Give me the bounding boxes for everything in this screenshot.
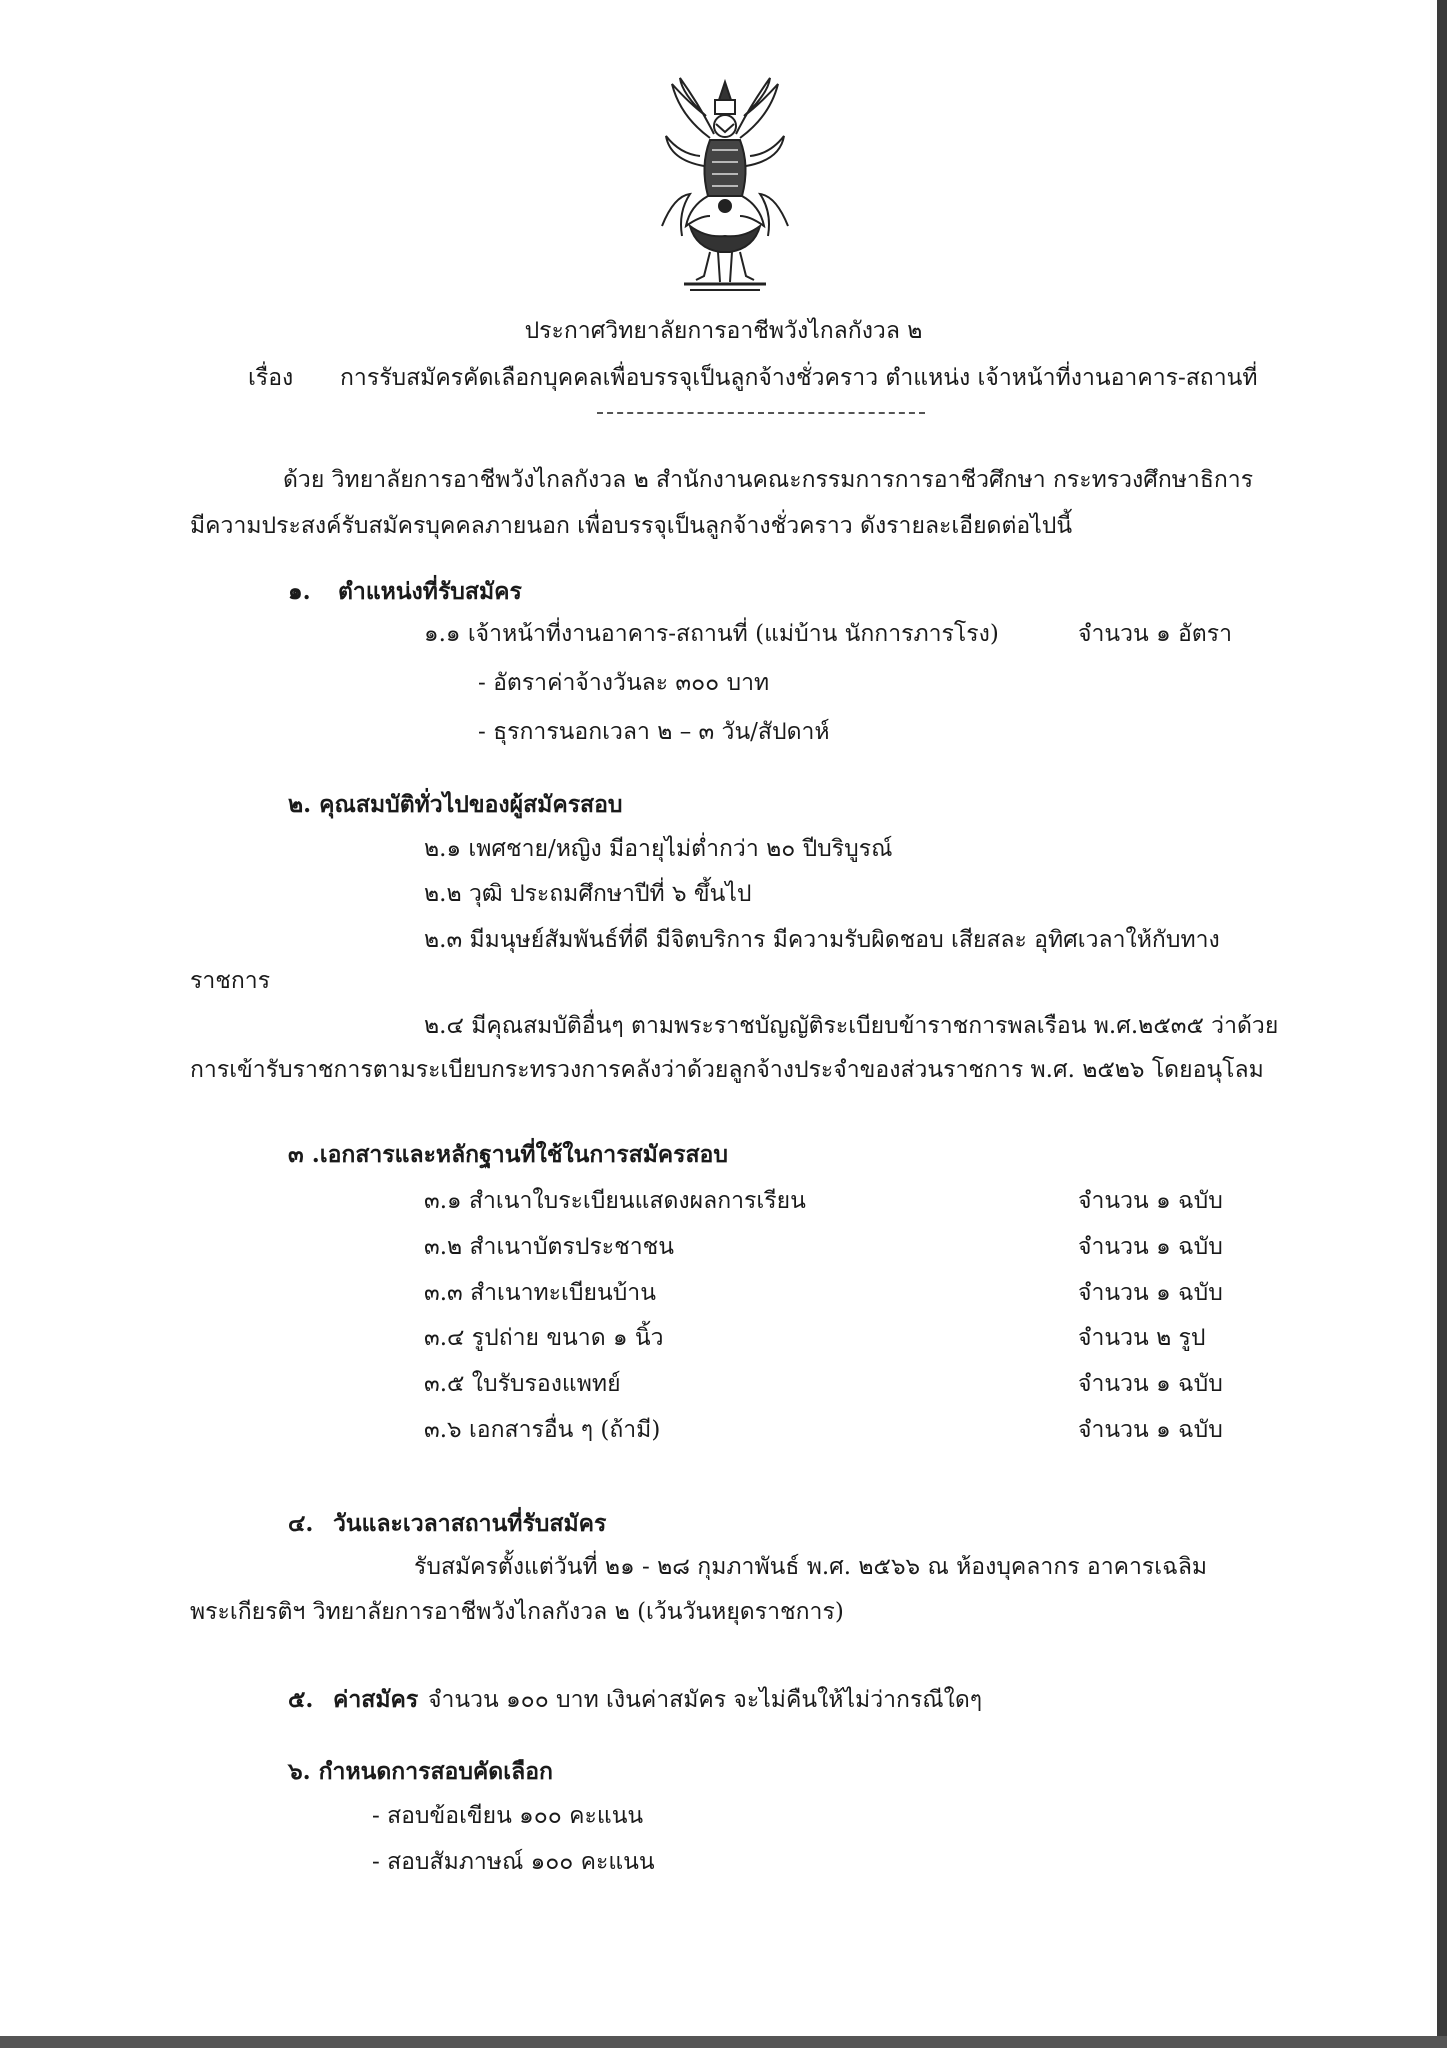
scan-edge-bottom — [0, 2036, 1447, 2048]
application-fee: จำนวน ๑๐๐ บาท เงินค่าสมัคร จะไม่คืนให้ไม่ว่ากรณีใดๆ — [428, 1687, 983, 1713]
document-item: ๓.๓ สำเนาทะเบียนบ้าน — [424, 1280, 656, 1306]
interview-exam: - สอบสัมภาษณ์ ๑๐๐ คะแนน — [372, 1849, 655, 1875]
section-4-heading: วันและเวลาสถานที่รับสมัคร — [333, 1510, 607, 1537]
position-count: จำนวน ๑ อัตรา — [1078, 621, 1232, 647]
qualification-3-cont: ราชการ — [190, 968, 271, 994]
qualification-4: ๒.๔ มีคุณสมบัติอื่นๆ ตามพระราชบัญญัติระเบียบข้าราชการพลเรือน พ.ศ.๒๕๓๕ ว่าด้วย — [424, 1013, 1279, 1039]
position-item: ๑.๑ เจ้าหน้าที่งานอาคาร-สถานที่ (แม่บ้าน นักการภารโรง) — [424, 621, 999, 647]
announcement-title: ประกาศวิทยาลัยการอาชีพวังไกลกังวล ๒ — [524, 318, 923, 344]
document-count: จำนวน ๑ ฉบับ — [1078, 1417, 1223, 1443]
intro-line-2: มีความประสงค์รับสมัครบุคคลภายนอก เพื่อบรรจุเป็นลูกจ้างชั่วคราว ดังรายละเอียดต่อไปนี้ — [190, 513, 1073, 539]
document-count: จำนวน ๒ รูป — [1078, 1325, 1206, 1351]
section-1-heading: ตำแหน่งที่รับสมัคร — [338, 578, 522, 605]
overtime-line: - ธุรการนอกเวลา ๒ – ๓ วัน/สัปดาห์ — [478, 719, 830, 745]
application-location: พระเกียรติฯ วิทยาลัยการอาชีพวังไกลกังวล ๒ (เว้นวันหยุดราชการ) — [190, 1599, 844, 1625]
document-count: จำนวน ๑ ฉบับ — [1078, 1280, 1223, 1306]
intro-line-1: ด้วย วิทยาลัยการอาชีพวังไกลกังวล ๒ สำนักงานคณะกรรมการการอาชีวศึกษา กระทรวงศึกษาธิการ — [283, 467, 1254, 493]
section-5-heading: ค่าสมัคร — [333, 1686, 419, 1713]
wage-line: - อัตราค่าจ้างวันละ ๓๐๐ บาท — [478, 670, 770, 696]
document-count: จำนวน ๑ ฉบับ — [1078, 1188, 1223, 1214]
subject-text: การรับสมัครคัดเลือกบุคคลเพื่อบรรจุเป็นลูกจ้างชั่วคราว ตำแหน่ง เจ้าหน้าที่งานอาคาร-สถานที่ — [340, 365, 1258, 391]
scan-edge-right — [1437, 0, 1447, 2048]
qualification-2: ๒.๒ วุฒิ ประถมศึกษาปีที่ ๖ ขึ้นไป — [424, 881, 752, 907]
document-item: ๓.๕ ใบรับรองแพทย์ — [424, 1371, 621, 1397]
document-item: ๓.๒ สำเนาบัตรประชาชน — [424, 1234, 675, 1260]
application-period: รับสมัครตั้งแต่วันที่ ๒๑ - ๒๘ กุมภาพันธ์ พ.ศ. ๒๕๖๖ ณ ห้องบุคลากร อาคารเฉลิม — [414, 1554, 1208, 1580]
section-1-number: ๑. — [288, 578, 311, 605]
title-separator — [597, 412, 925, 414]
document-item: ๓.๑ สำเนาใบระเบียนแสดงผลการเรียน — [424, 1188, 806, 1214]
qualification-3: ๒.๓ มีมนุษย์สัมพันธ์ที่ดี มีจิตบริการ มีความรับผิดชอบ เสียสละ อุทิศเวลาให้กับทาง — [424, 927, 1220, 953]
subject-label: เรื่อง — [248, 365, 294, 391]
section-3-heading: ๓ .เอกสารและหลักฐานที่ใช้ในการสมัครสอบ — [288, 1141, 728, 1168]
section-4-number: ๔. — [288, 1510, 314, 1537]
section-6-heading: ๖. กำหนดการสอบคัดเลือก — [288, 1758, 553, 1785]
document-count: จำนวน ๑ ฉบับ — [1078, 1234, 1223, 1260]
qualification-4-cont: การเข้ารับราชการตามระเบียบกระทรวงการคลังว่าด้วยลูกจ้างประจำของส่วนราชการ พ.ศ. ๒๕๒๖ โดยอนุโลม — [190, 1057, 1264, 1083]
section-2-heading: ๒. คุณสมบัติทั่วไปของผู้สมัครสอบ — [288, 791, 623, 818]
document-item: ๓.๖ เอกสารอื่น ๆ (ถ้ามี) — [424, 1417, 661, 1443]
document-count: จำนวน ๑ ฉบับ — [1078, 1371, 1223, 1397]
qualification-1: ๒.๑ เพศชาย/หญิง มีอายุไม่ต่ำกว่า ๒๐ ปีบริบูรณ์ — [424, 836, 893, 862]
garuda-emblem-icon — [660, 76, 790, 301]
document-item: ๓.๔ รูปถ่าย ขนาด ๑ นิ้ว — [424, 1325, 664, 1351]
section-5-number: ๕. — [288, 1686, 314, 1713]
written-exam: - สอบข้อเขียน ๑๐๐ คะแนน — [372, 1803, 644, 1829]
